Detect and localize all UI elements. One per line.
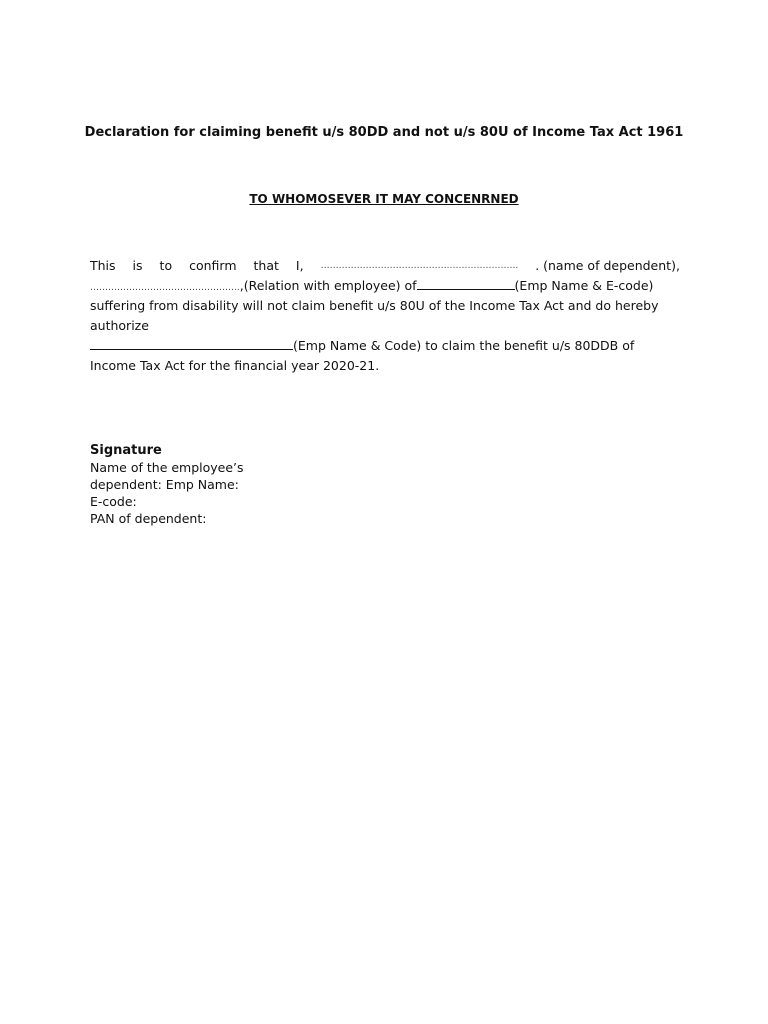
signature-line-1: Name of the employee’s bbox=[90, 460, 244, 475]
authorized-emp-blank bbox=[90, 337, 293, 350]
paragraph-line-4: authorize bbox=[90, 318, 149, 333]
emp-name-ecode-label: (Emp Name & E-code) bbox=[514, 278, 654, 293]
word-that: that bbox=[253, 258, 279, 273]
paragraph-line-2 bbox=[90, 276, 653, 298]
word-i: I, bbox=[295, 258, 304, 273]
signature-line-4: PAN of dependent: bbox=[90, 511, 207, 526]
signature-line-2: dependent: Emp Name: bbox=[90, 477, 239, 492]
word-this: This bbox=[90, 258, 116, 273]
declaration-title: Declaration for claiming benefit u/s 80DD and not u/s 80U of Income Tax Act 1961 bbox=[84, 125, 684, 140]
authorize-text: (Emp Name & Code) to claim the benefit u/s 80DDB of bbox=[293, 338, 635, 353]
relation-label: ,(Relation with employee) of bbox=[239, 278, 417, 293]
relation-dotted-blank: ………………………………………….. bbox=[90, 283, 240, 293]
word-is: is bbox=[132, 258, 143, 273]
subtitle-text: TO WHOMOSEVER IT MAY CONCENRNED bbox=[249, 192, 519, 206]
paragraph-line-5 bbox=[90, 336, 634, 356]
dependent-name-dotted-blank: …………………………………….………………….. bbox=[320, 261, 519, 271]
signature-heading: Signature bbox=[90, 443, 162, 458]
paragraph-line-6: Income Tax Act for the financial year 2020-21. bbox=[90, 358, 380, 373]
word-to: to bbox=[159, 258, 173, 273]
signature-line-3: E-code: bbox=[90, 494, 137, 509]
word-confirm: confirm bbox=[189, 258, 237, 273]
declaration-subtitle bbox=[0, 192, 768, 206]
paragraph-line-3: suffering from disability will not claim benefit u/s 80U of the Income Tax Act and do hereby bbox=[90, 298, 659, 313]
emp-name-ecode-blank bbox=[417, 277, 515, 290]
name-of-dependent-label: . (name of dependent), bbox=[535, 258, 680, 273]
signature-block bbox=[90, 442, 244, 527]
paragraph-line-1 bbox=[90, 256, 680, 276]
